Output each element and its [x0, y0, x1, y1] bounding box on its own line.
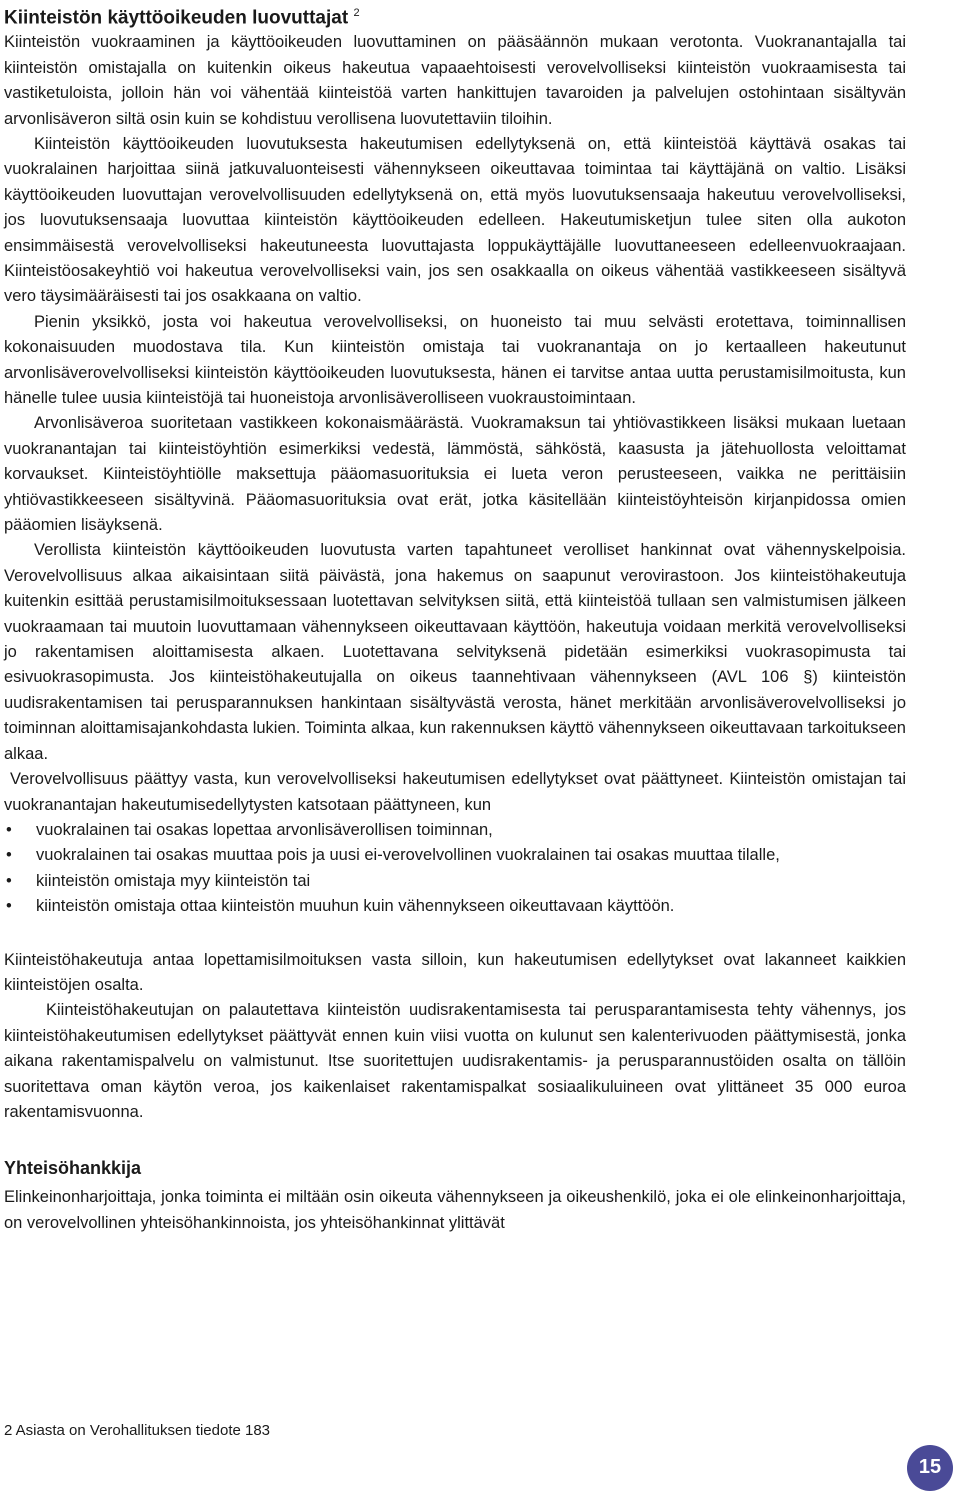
- paragraph-community-acquirer: Elinkeinonharjoittaja, jonka toiminta ei miltään osin oikeuta vähennykseen ja oikeushenkilö, joka ei ole elinkeinonharjoittaja, on verovelvollinen yhteisöhankinnoista, jos yhteisöhankinnat ylittävät: [4, 1188, 906, 1232]
- list-item-text: kiinteistön omistaja ottaa kiinteistön muuhun kuin vähennykseen oikeuttavaan käyttöön.: [36, 897, 675, 916]
- list-item-text: vuokralainen tai osakas lopettaa arvonlisäverollisen toiminnan,: [36, 820, 493, 839]
- footnote: 2 Asiasta on Verohallituksen tiedote 183: [4, 1422, 271, 1439]
- bullet-icon: •: [6, 846, 12, 865]
- bullet-icon: •: [6, 871, 12, 890]
- conditions-list: [4, 818, 906, 920]
- bullet-icon: •: [6, 897, 12, 916]
- section-title-text: Kiinteistön käyttöoikeuden luovuttajat: [4, 7, 349, 29]
- bullet-icon: •: [6, 820, 12, 839]
- paragraph-intro: Kiinteistön vuokraaminen ja käyttöoikeuden luovuttaminen on pääsäännön mukaan verotonta. Vuokranantajalla tai kiinteistön omistajalla on kuitenkin oikeus hakeutua vapaaehtoisesti verovelvolliseksi kiinteistön vuokraamisesta tai vastiketuloista, jolloin hän voi vähentää kiinteistöä varten hankittujen tavaroiden ja palvelujen ostohintaan sisältyvän arvonlisäveron siltä osin kuin se kohdistuu verollisena luovutettaviin tiloihin.: [4, 33, 906, 128]
- list-item-text: kiinteistön omistaja myy kiinteistön tai: [36, 871, 311, 890]
- document-page: [4, 0, 906, 1236]
- list-item: [4, 869, 906, 894]
- paragraph-conditions: Kiinteistön käyttöoikeuden luovutuksesta hakeutumisen edellytyksenä on, että kiinteistöä käyttävä osakas tai vuokralainen harjoittaa siinä jatkuvaluonteisesti vähennykseen oikeuttavaa toimintaa tai käyttäjänä on valtio. Lisäksi käyttöoikeuden luovuttajan verovelvollisuuden edellytyksenä on, että myös luovutuksensaaja hakeutuu verovelvolliseksi, jos luovutuksensaaja luovuttaa kiinteistön käyttöoikeuden edelleen. Hakeutumisketjun tulee siten olla aukoton ensimmäisestä verovelvolliseksi hakeutuneesta luovuttajasta loppukäyttäjälle luovuttaneeseen edelleenvuokraajaan. Kiinteistöosakeyhtiö voi hakeutua verovelvolliseksi vain, jos sen osakkaalla on oikeus vähentää vastikkeeseen sisältyvä vero täysimääräisesti tai jos osakkaana on valtio.: [4, 134, 906, 306]
- page-number: 15: [918, 1456, 942, 1479]
- footnote-ref: 2: [353, 7, 360, 19]
- paragraph-liability-end: Verovelvollisuus päättyy vasta, kun verovelvolliseksi hakeutumisen edellytykset ovat päättyneet. Kiinteistön omistajan tai vuokranantajan hakeutumisedellytysten katsotaan päättyneen, kun: [4, 770, 906, 814]
- paragraph-termination-notice: Kiinteistöhakeutuja antaa lopettamisilmoituksen vasta silloin, kun hakeutumisen edellytykset ovat lakanneet kaikkien kiinteistöjen osalta.: [4, 950, 906, 994]
- paragraph-smallest-unit: Pienin yksikkö, josta voi hakeutua verovelvolliseksi, on huoneisto tai muu selvästi erotettava, toiminnallisen kokonaisuuden muodostava tila. Kun kiinteistön omistaja tai vuokranantaja on jo kertaalleen hakeutunut arvonlisäverovelvolliseksi kiinteistön käyttöoikeuden luovutuksesta, hänen ei tarvitse antaa uutta perustamisilmoitusta, kun hänelle tulee uusia kiinteistöjä tai huoneistoja arvonlisäverolliseen vuokraustoimintaan.: [4, 312, 906, 408]
- list-item: [4, 843, 906, 868]
- page-number-badge: [907, 1445, 953, 1491]
- paragraph-tax-base: Arvonlisäveroa suoritetaan vastikkeen kokonaismäärästä. Vuokramaksun tai yhtiövastikkeen lisäksi mukaan luetaan vuokranantajan tai kiinteistöyhtiön esimerkiksi vedestä, lämmöstä, sähköstä, kaasusta ja jätehuollosta veloittamat korvaukset. Kiinteistöyhtiölle maksettuja pääomasuorituksia ei lueta veron perusteeseen, vaikka ne perittäisiin yhtiövastikkeeseen sisältyvinä. Pääomasuorituksia ovat erät, jotka käsitellään kiinteistöyhteisön kirjanpidossa omien pääomien lisäyksenä.: [4, 414, 906, 535]
- paragraph-deductions: Verollista kiinteistön käyttöoikeuden luovutusta varten tapahtuneet verolliset hankinnat ovat vähennyskelpoisia. Verovelvollisuus alkaa aikaisintaan siitä päivästä, jona hakemus on saapunut verovirastoon. Jos kiinteistöhakeutuja kuitenkin esittää perustamisilmoituksessaan luotettavan selvityksen siitä, että kiinteistöä tullaan sen valmistumisen jälkeen vuokraamaan tai muutoin luovuttamaan vähennykseen oikeuttavaan käyttöön, hakeutuja voidaan merkitä verovelvolliseksi jo rakentamisen aloittamisesta alkaen. Luotettavana selvityksenä pidetään esimerkiksi vuokrasopimusta tai esivuokrasopimusta. Jos kiinteistöhakeutujalla on oikeus taannehtivaan vähennykseen (AVL 106 §) kiinteistön uudisrakentamisen tai perusparannuksen hankintaan sisältyvästä verosta, hänet merkitään arvonlisäverovelvolliseksi jo toiminnan aloittamisajankohdasta lukien. Toiminta alkaa, kun rakennuksen käyttö vähennykseen oikeuttavaan tarkoitukseen alkaa.: [4, 541, 906, 763]
- paragraph-refund: Kiinteistöhakeutujan on palautettava kiinteistön uudisrakentamisesta tai perusparantamisesta tehty vähennys, jos kiinteistöhakeutumisen edellytykset päättyvät ennen kuin viisi vuotta on kulunut sen kalenterivuoden päättymisestä, jonka aikana rakentamispalvelu on valmistunut. Itse suoritettujen uudisrakentamis- ja perusparannustöiden osalta on tällöin suoritettava oman käytön veroa, jos kaikenlaiset rakentamispalkat sosiaalikuluineen ovat ylittäneet 35 000 euroa rakentamisvuonna.: [4, 1001, 906, 1121]
- list-item: [4, 818, 906, 843]
- subsection-title: Yhteisöhankkija: [4, 1158, 142, 1179]
- list-item: [4, 894, 906, 919]
- section-title: [4, 0, 906, 30]
- list-item-text: vuokralainen tai osakas muuttaa pois ja uusi ei-verovelvollinen vuokralainen tai osakas muuttaa tilalle,: [36, 846, 780, 865]
